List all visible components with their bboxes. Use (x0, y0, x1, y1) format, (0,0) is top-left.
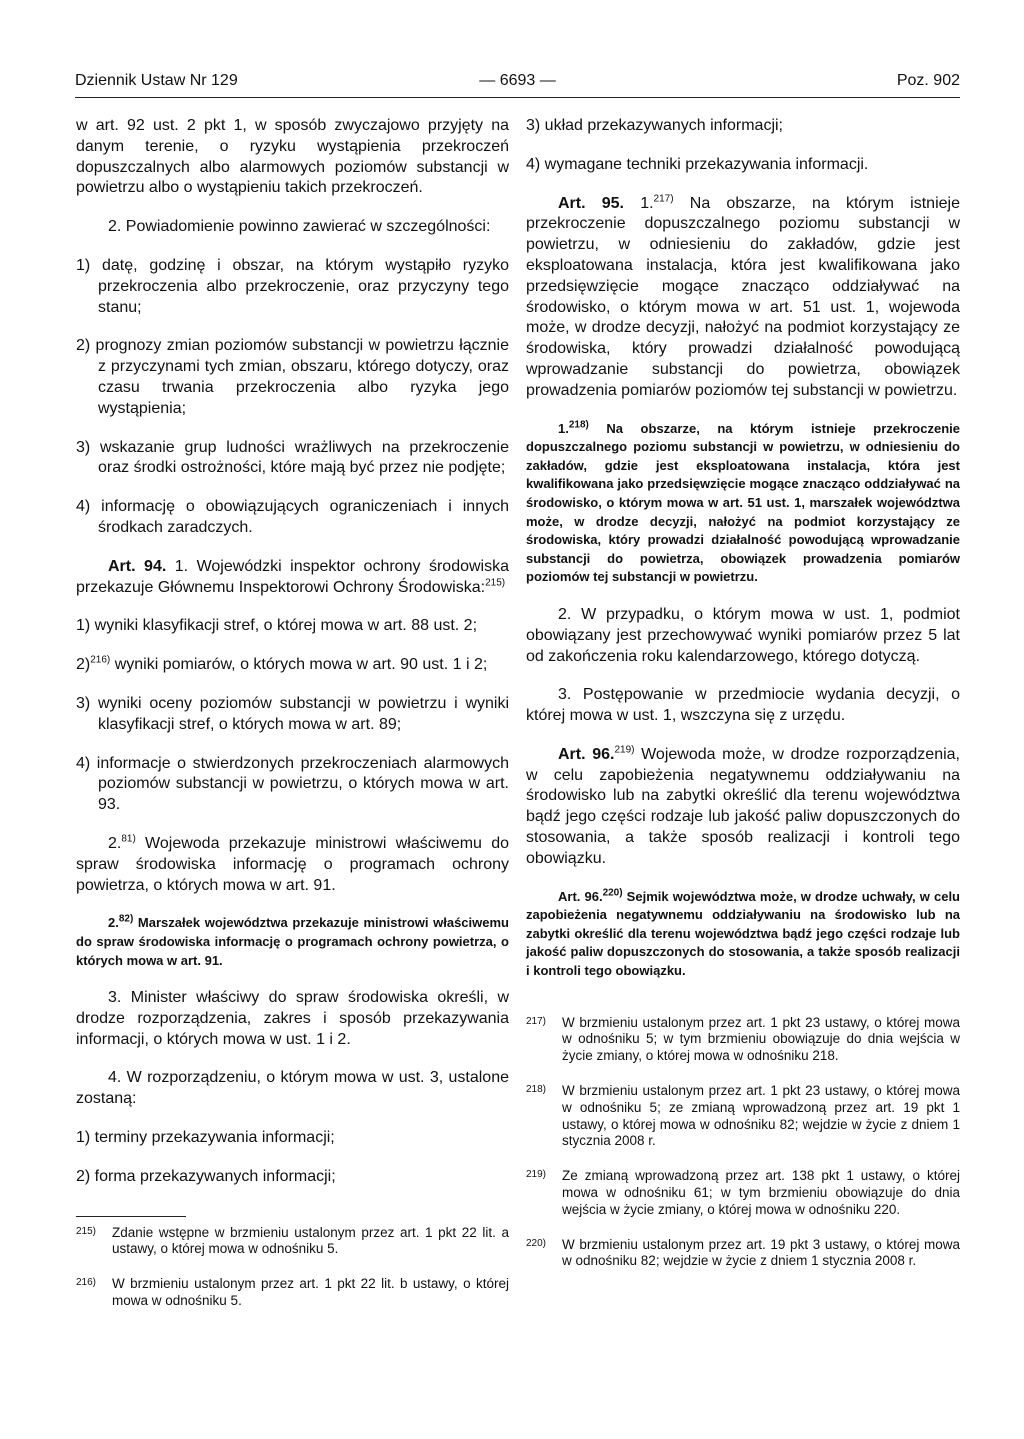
paragraph-art93-continuation: w art. 92 ust. 2 pkt 1, w sposób zwyczajowo przyjęty na danym terenie, o ryzyku wystąpienia przekroczeń dopuszczalnych albo alarmowych poziomów substancji w powietrzu albo o wystąpieniu takich przekroczeń. (76, 117, 509, 197)
footnote-text: W brzmieniu ustalonym przez art. 1 pkt 23 ustawy, o której mowa w odnośniku 5; w tym brzmieniu obowiązuje do dnia wejścia w życie zmiany, o której mowa w odnośniku 218. (562, 1014, 960, 1064)
paragraph-3: 3. Postępowanie w przedmiocie wydania decyzji, o której mowa w ust. 1, wszczyna się z urzędu. (526, 686, 960, 725)
article-96-220 (526, 888, 960, 981)
footnote-ref: 217) (653, 193, 674, 205)
article-text: 1. Wojewódzki inspektor ochrony środowiska przekazuje Głównemu Inspektorowi Ochrony Środowiska: (76, 557, 509, 596)
list-item: 3) układ przekazywanych informacji; (526, 117, 783, 134)
article-text: Na obszarze, na którym istnieje przekroczenie dopuszczalnego poziomu substancji w powietrzu, w odniesieniu do zakładów, gdzie jest eksploatowana instalacja, która jest kwalifikowana jako przedsięwzięcie mogące znacząco oddziaływać na środowisko, o którym mowa w art. 51 ust. 1, wojewoda może, w drodze decyzji, nałożyć na podmiot korzystający ze środowiska, który prowadzi działalność powodującą wprowadzanie substancji do powietrza, obowiązek prowadzenia pomiarów poziomów tej substancji w powietrzu. (526, 194, 960, 399)
paragraph-notification: 2. Powiadomienie powinno zawierać w szczególności: (108, 218, 491, 236)
footnote-text: Ze zmianą wprowadzoną przez art. 138 pkt 1 ustawy, o której mowa w odnośniku 61; w tym brzmieniu obowiązuje do dnia wejścia w życie zmiany, o której mowa w odnośniku 220. (562, 1168, 960, 1217)
list-item: 3) wskazanie grup ludności wrażliwych na przekroczenie oraz środki ostrożności, które mają być przez nie podjęte; (76, 438, 509, 477)
list-item: 4) informację o obowiązujących ograniczeniach i innych środkach zaradczych. (76, 498, 509, 536)
footnote-rule (76, 1216, 186, 1217)
footnote (526, 1083, 960, 1150)
paragraph-number: 1. (558, 420, 569, 436)
footnote-number: 219) (526, 1169, 547, 1181)
footnote-text: Zdanie wstępne w brzmieniu ustalonym przez art. 1 pkt 22 lit. a ustawy, o której mowa w odnośniku 5. (112, 1224, 509, 1257)
list-item: 1) datę, godzinę i obszar, na którym wystąpiło ryzyko przekroczenia albo przekroczenie, oraz przyczyny tego stanu; (76, 256, 509, 316)
footnote-ref: 215) (485, 577, 506, 589)
list-item (76, 655, 509, 676)
footnote-ref: 220) (602, 887, 623, 899)
paragraph-3: 3. Minister właściwy do spraw środowiska określi, w drodze rozporządzenia, zakres i sposób przekazywania informacji, o których mowa w ust. 1 i 2. (76, 989, 509, 1048)
footnotes (526, 1015, 960, 1271)
paragraph-4: 4. W rozporządzeniu, o którym mowa w ust. 3, ustalone zostaną: (76, 1069, 509, 1108)
article-95 (526, 194, 960, 402)
paragraph-2-81 (76, 834, 509, 896)
list-item-text: wyniki pomiarów, o których mowa w art. 90 ust. 1 i 2; (110, 656, 488, 674)
footnote (526, 1168, 960, 1218)
article-label: Art. 95. (558, 194, 624, 212)
list-item: 3) wyniki oceny poziomów substancji w powietrzu i wyniki klasyfikacji stref, o których mowa w art. 89; (76, 694, 509, 733)
paragraph-text: Marszałek województwa przekazuje ministrowi właściwemu do spraw środowiska informację o programach ochrony powietrza, o których mowa w art. 91. (76, 915, 509, 968)
article-94 (76, 557, 509, 599)
paragraph-number: 2. (108, 915, 119, 931)
header-rule (75, 97, 960, 98)
footnote-number: 216) (76, 1277, 97, 1289)
article-label: Art. 94. (108, 557, 167, 575)
paragraph-text: Na obszarze, na którym istnieje przekroczenie dopuszczalnego poziomu substancji w powietrzu, w odniesieniu do zakładów, gdzie jest eksploatowana instalacja, która jest kwalifikowana jako przedsięwzięcie mogące znacząco oddziaływać na środowisko, o którym mowa w art. 51 ust. 1, marszałek województwa może, w drodze decyzji, nałożyć na podmiot korzystający ze środowiska, który prowadzi działalność powodującą wprowadzanie substancji do powietrza, obowiązek prowadzenia pomiarów poziomów tej substancji w powietrzu. (526, 420, 960, 585)
list-item: 1) wyniki klasyfikacji stref, o której mowa w art. 88 ust. 2; (76, 617, 478, 635)
list-item: 2) prognozy zmian poziomów substancji w powietrzu łącznie z przyczynami tych zmian, obszaru, którego dotyczy, oraz czasu trwania przekroczenia albo ryzyka jego wystąpienia; (76, 337, 509, 417)
paragraph-1-218 (526, 420, 960, 587)
article-text: Wojewoda może, w drodze rozporządzenia, w celu zapobieżenia negatywnemu oddziaływaniu na środowisko lub na zabytki określić dla terenu województwa bądź jego części rodzaje lub jakość paliw dopuszczonych do stosowania, a także sposób realizacji i kontroli tego obowiązku. (526, 745, 961, 867)
list-item: 1) terminy przekazywania informacji; (76, 1129, 335, 1147)
paragraph-text: Wojewoda przekazuje ministrowi właściwemu do spraw środowiska informację o programach ochrony powietrza, o których mowa w art. 91. (76, 834, 509, 894)
journal-title: Dziennik Ustaw Nr 129 (75, 72, 238, 89)
footnote-number: 215) (76, 1225, 97, 1237)
paragraph-2: 2. W przypadku, o którym mowa w ust. 1, podmiot obowiązany jest przechowywać wyniki pomiarów przez 5 lat od zakończenia roku kalendarzowego, którego dotyczą. (526, 605, 960, 665)
article-label: Art. 96. (558, 888, 603, 904)
footnote-ref: 81) (121, 833, 136, 845)
footnote (76, 1225, 509, 1259)
footnote (526, 1015, 960, 1065)
footnote (526, 1237, 960, 1271)
paragraph-number: 1. (624, 194, 654, 212)
footnote-ref: 82) (118, 913, 134, 925)
article-96-219 (526, 745, 960, 870)
footnote-number: 218) (526, 1084, 547, 1096)
article-text: Sejmik województwa może, w drodze uchwały, w celu zapobieżenia negatywnemu oddziaływaniu na środowisko lub na zabytki określić dla terenu województwa bądź jego części rodzaje lub jakość paliw dopuszczonych do stosowania, a także sposób realizacji i kontroli tego obowiązku. (526, 888, 960, 979)
list-item-number: 2) (76, 656, 91, 674)
list-item: 2) forma przekazywanych informacji; (76, 1167, 336, 1185)
article-label: Art. 96. (558, 745, 615, 763)
footnote (76, 1276, 509, 1310)
footnote-ref: 219) (614, 744, 635, 756)
paragraph-2-82 (76, 914, 509, 970)
list-item: 4) wymagane techniki przekazywania informacji. (526, 155, 869, 173)
footnote-text: W brzmieniu ustalonym przez art. 1 pkt 23 ustawy, o której mowa w odnośniku 5; ze zmianą wprowadzoną przez art. 19 pkt 1 ustawy, o której mowa w odnośniku 82; wejdzie w życie z dniem 1 stycznia 2008 r. (562, 1083, 960, 1149)
position-number: Poz. 902 (896, 72, 960, 89)
footnote-text: W brzmieniu ustalonym przez art. 19 pkt 3 ustawy, o której mowa w odnośniku 82; wejdzie w życie z dniem 1 stycznia 2008 r. (562, 1236, 960, 1269)
paragraph-number: 2. (108, 834, 122, 852)
footnote-text: W brzmieniu ustalonym przez art. 1 pkt 22 lit. b ustawy, o której mowa w odnośniku 5. (112, 1276, 509, 1309)
list-item: 4) informacje o stwierdzonych przekroczeniach alarmowych poziomów substancji w powietrzu, o których mowa w art. 93. (76, 754, 509, 814)
right-column (526, 116, 960, 1288)
page-number: — 6693 — (479, 72, 556, 89)
footnote-ref: 216) (90, 654, 111, 666)
footnote-number: 220) (526, 1237, 547, 1249)
footnote-ref: 218) (568, 419, 589, 431)
left-column (76, 116, 509, 1328)
footnote-number: 217) (526, 1015, 547, 1027)
page-header (75, 72, 960, 96)
